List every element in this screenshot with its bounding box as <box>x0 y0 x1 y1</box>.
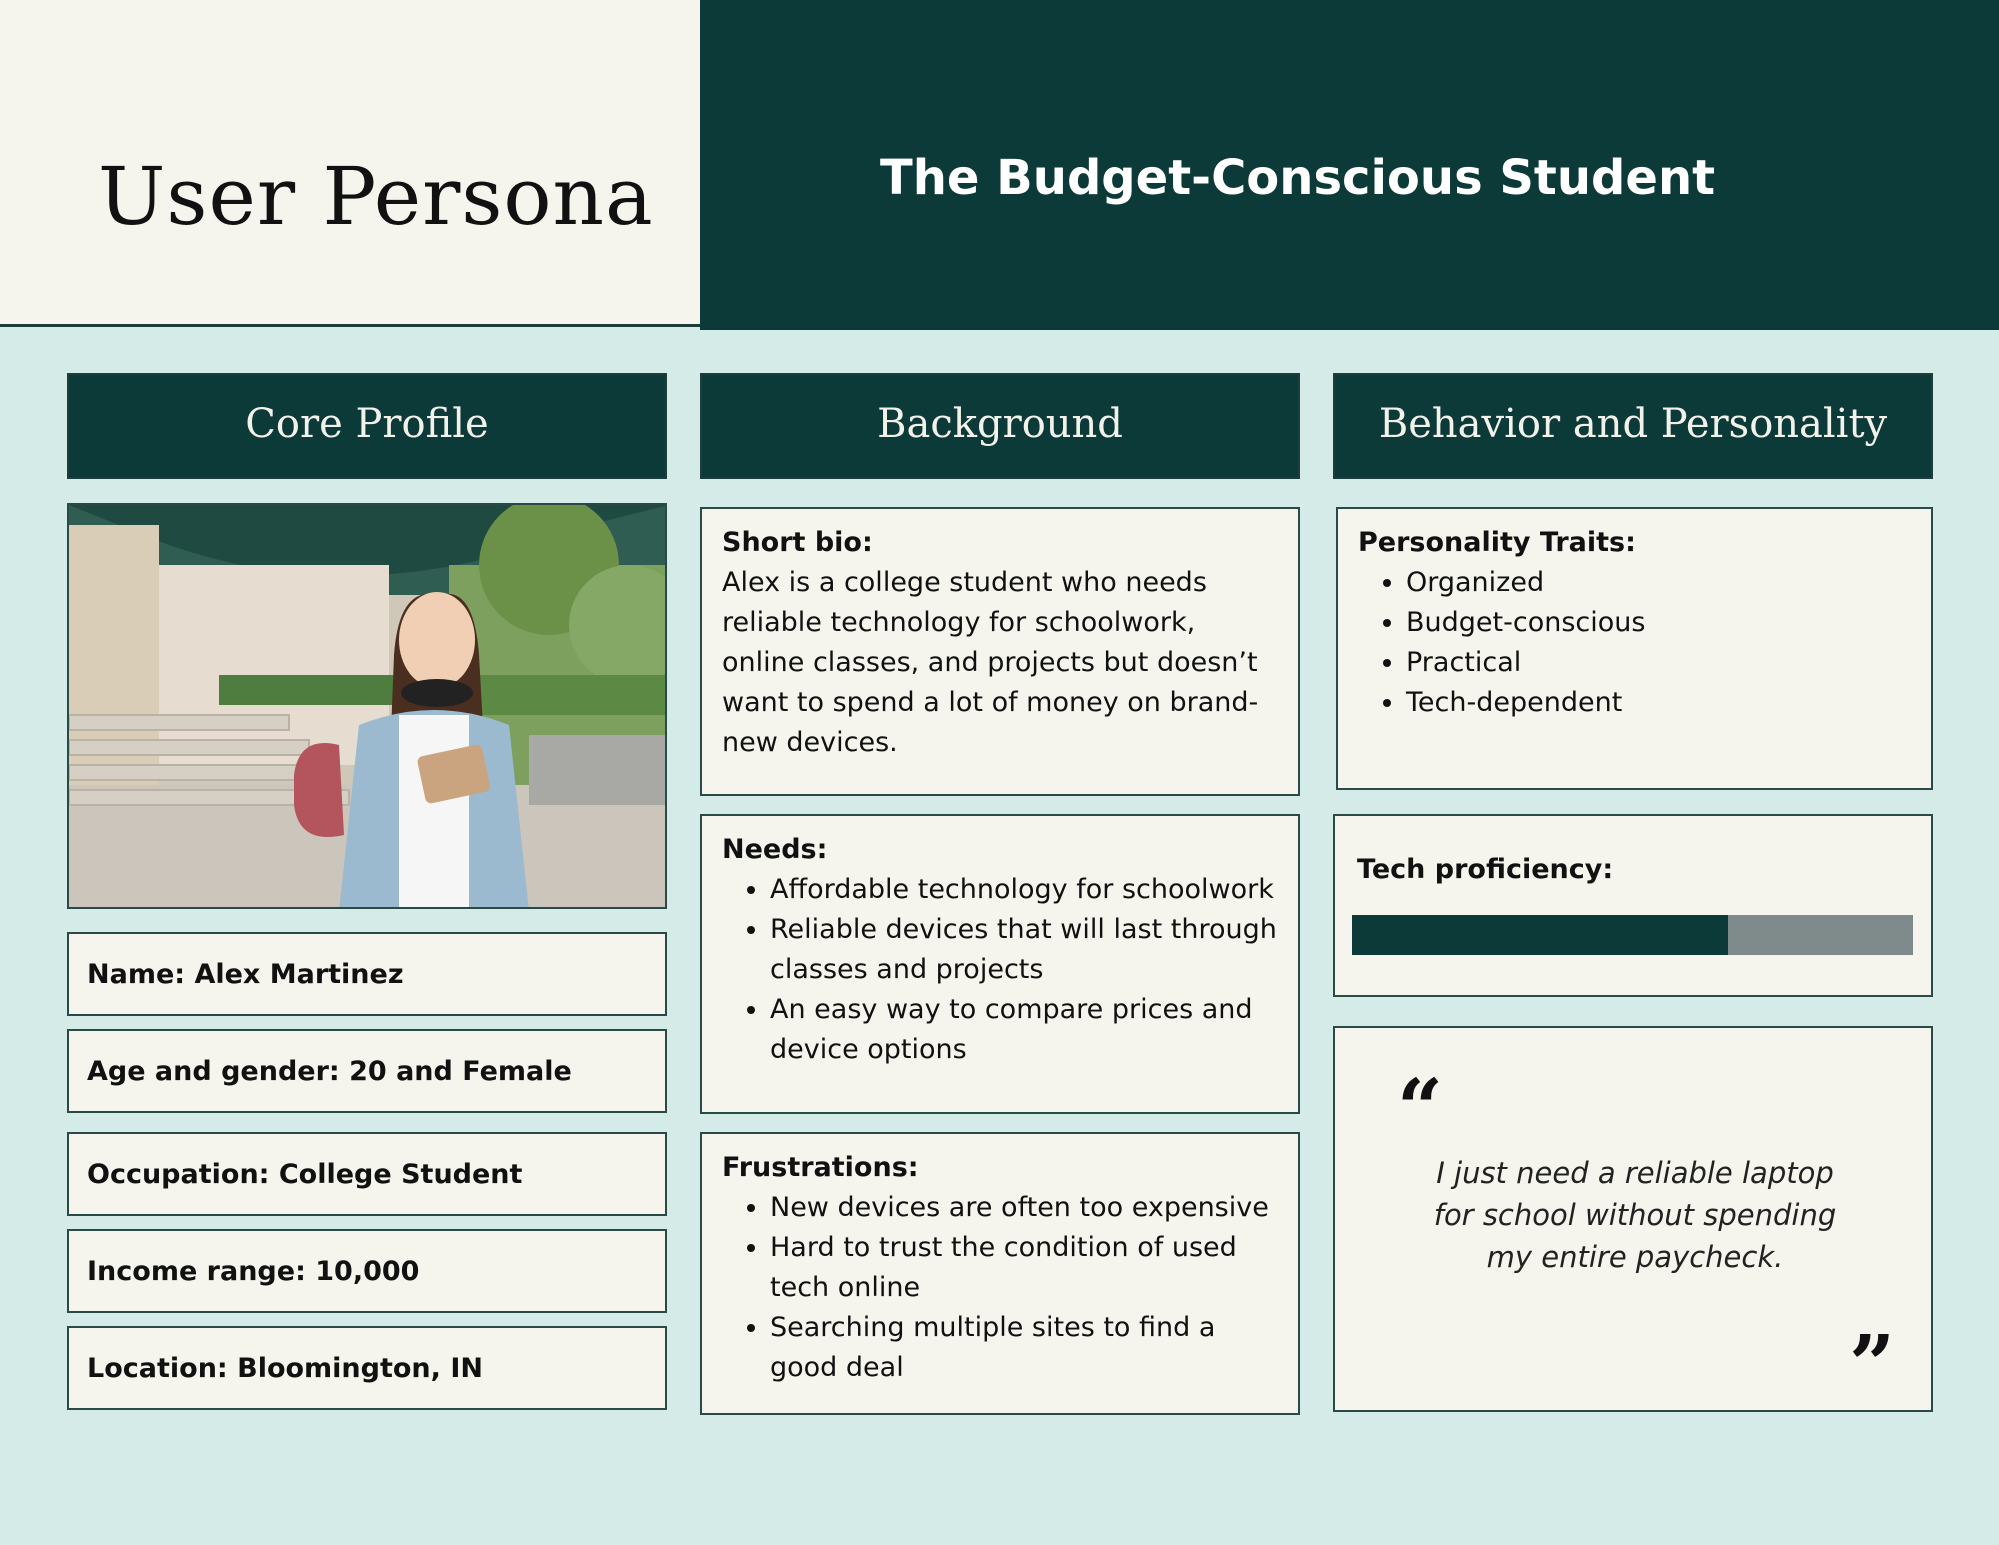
persona-photo <box>67 503 667 909</box>
list-item: • Organized <box>1406 563 1911 603</box>
list-item: • Tech-dependent <box>1406 683 1911 723</box>
needs-list <box>722 870 1278 1070</box>
behavior-header: Behavior and Personality <box>1333 373 1933 479</box>
list-item: • Hard to trust the condition of used tech online <box>770 1228 1278 1308</box>
frustrations-card <box>700 1132 1300 1415</box>
list-item: • An easy way to compare prices and device options <box>770 990 1278 1070</box>
tech-proficiency-bar <box>1352 915 1913 955</box>
list-item: • Practical <box>1406 643 1911 683</box>
list-item: • Affordable technology for schoolwork <box>770 870 1278 910</box>
traits-list <box>1358 563 1911 723</box>
quote-card <box>1333 1026 1933 1412</box>
page-title: User Persona <box>98 150 654 243</box>
needs-card <box>700 814 1300 1114</box>
close-quote-icon: ” <box>1849 1317 1896 1411</box>
profile-occupation: Occupation: College Student <box>67 1132 667 1216</box>
subtitle-panel <box>700 0 1999 330</box>
persona-quote: I just need a reliable laptop for school without spending my entire paycheck. <box>1433 1156 1837 1274</box>
list-item: • New devices are often too expensive <box>770 1188 1278 1228</box>
traits-label: Personality Traits: <box>1358 527 1636 558</box>
needs-label: Needs: <box>722 834 828 865</box>
student-photo-illustration <box>69 505 667 909</box>
list-item: • Searching multiple sites to find a good deal <box>770 1308 1278 1388</box>
frustrations-list <box>722 1188 1278 1388</box>
tech-proficiency-fill <box>1352 915 1728 955</box>
title-panel <box>0 0 700 327</box>
bio-text: Alex is a college student who needs reliable technology for schoolwork, online classes, and projects but doesn’t want to spend a lot of money on brand-new devices. <box>722 567 1259 758</box>
tech-proficiency-label: Tech proficiency: <box>1357 854 1614 885</box>
traits-card <box>1336 507 1933 790</box>
persona-name: The Budget-Conscious Student <box>880 150 1716 206</box>
open-quote-icon: “ <box>1397 1061 1444 1155</box>
bio-label: Short bio: <box>722 527 873 558</box>
background-header: Background <box>700 373 1300 479</box>
profile-name: Name: Alex Martinez <box>67 932 667 1016</box>
tech-proficiency-card <box>1333 814 1933 997</box>
tech-proficiency-remaining <box>1728 915 1913 955</box>
bio-card <box>700 507 1300 796</box>
list-item: • Reliable devices that will last through classes and projects <box>770 910 1278 990</box>
profile-location: Location: Bloomington, IN <box>67 1326 667 1410</box>
profile-age-gender: Age and gender: 20 and Female <box>67 1029 667 1113</box>
list-item: • Budget-conscious <box>1406 603 1911 643</box>
frustrations-label: Frustrations: <box>722 1152 919 1183</box>
profile-income: Income range: 10,000 <box>67 1229 667 1313</box>
core-profile-header: Core Profile <box>67 373 667 479</box>
